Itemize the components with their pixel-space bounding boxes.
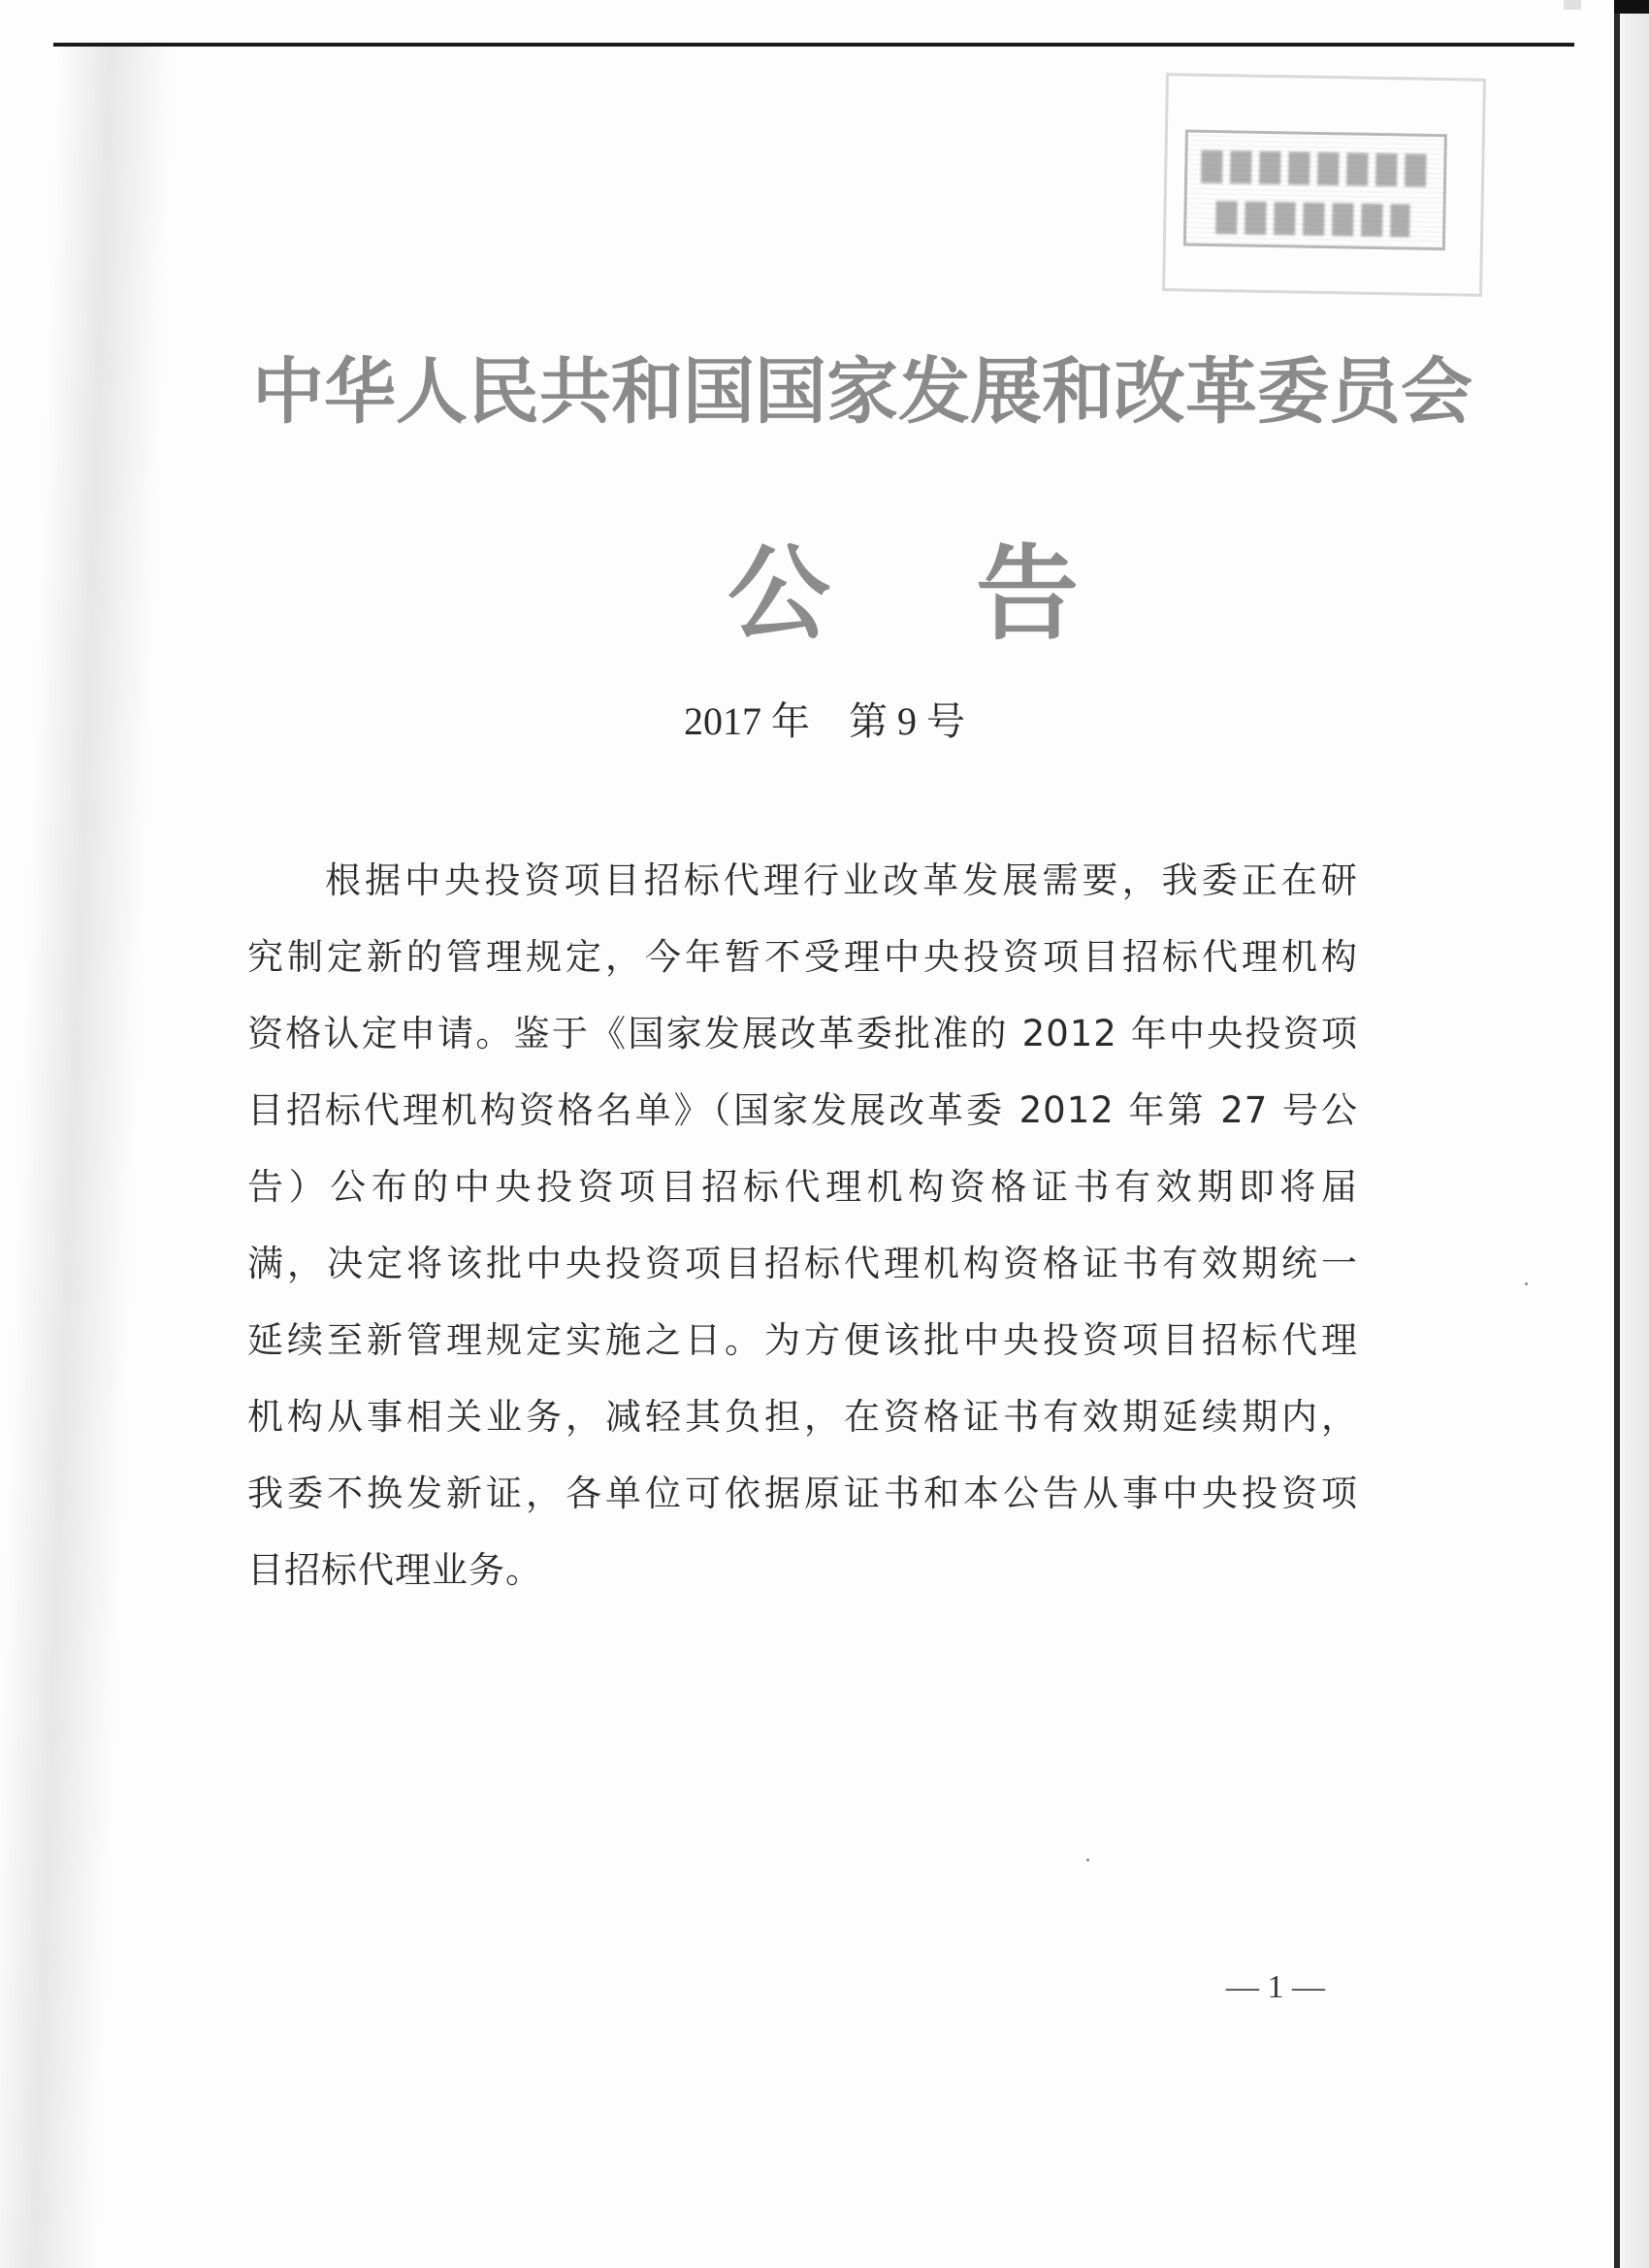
body-line: 根据中央投资项目招标代理行业改革发展需要，我委正在研 <box>325 859 1358 901</box>
body-line: 究制定新的管理规定，今年暂不受理中央投资项目招标代理机构 <box>247 936 1358 978</box>
body-line: 延续至新管理规定实施之日。为方便该批中央投资项目招标代理 <box>247 1319 1358 1361</box>
body-line: 目招标代理业务。 <box>247 1549 542 1591</box>
scan-top-mark <box>1564 0 1581 10</box>
document-number <box>630 691 1018 746</box>
document-year: 2017 年 <box>684 699 810 743</box>
body-line: 资格认定申请。鉴于《国家发展改革委批准的 2012 年中央投资项 <box>247 1013 1358 1054</box>
document-serial: 第 9 号 <box>849 699 965 743</box>
scan-top-rule <box>53 43 1574 47</box>
scan-right-bar <box>1614 0 1620 2268</box>
page-number: — 1 — <box>1226 1969 1325 2005</box>
announcement-body <box>247 842 1358 1608</box>
document-type-title: 公告 <box>728 533 1224 654</box>
scan-speck <box>1086 1859 1089 1862</box>
body-line: 告）公布的中央投资项目招标代理机构资格证书有效期即将届 <box>247 1166 1358 1208</box>
scan-speck <box>1525 1282 1528 1285</box>
issuing-organization: 中华人民共和国国家发展和改革委员会 <box>252 350 1472 434</box>
body-line: 我委不换发新证，各单位可依据原证书和本公告从事中央投资项 <box>247 1473 1358 1514</box>
body-line: 机构从事相关业务，减轻其负担，在资格证书有效期延续期内， <box>247 1396 1358 1438</box>
body-line: 目招标代理机构资格名单》（国家发展改革委 2012 年第 27 号公 <box>247 1089 1358 1131</box>
scan-shadow <box>0 47 175 2268</box>
received-stamp <box>1162 73 1486 297</box>
stamp-text-line-2 <box>1215 201 1410 237</box>
stamp-box <box>1183 129 1447 250</box>
scan-corner-mark <box>1614 0 1649 14</box>
stamp-text-line-1 <box>1201 150 1427 187</box>
body-line: 满，决定将该批中央投资项目招标代理机构资格证书有效期统一 <box>247 1243 1358 1284</box>
